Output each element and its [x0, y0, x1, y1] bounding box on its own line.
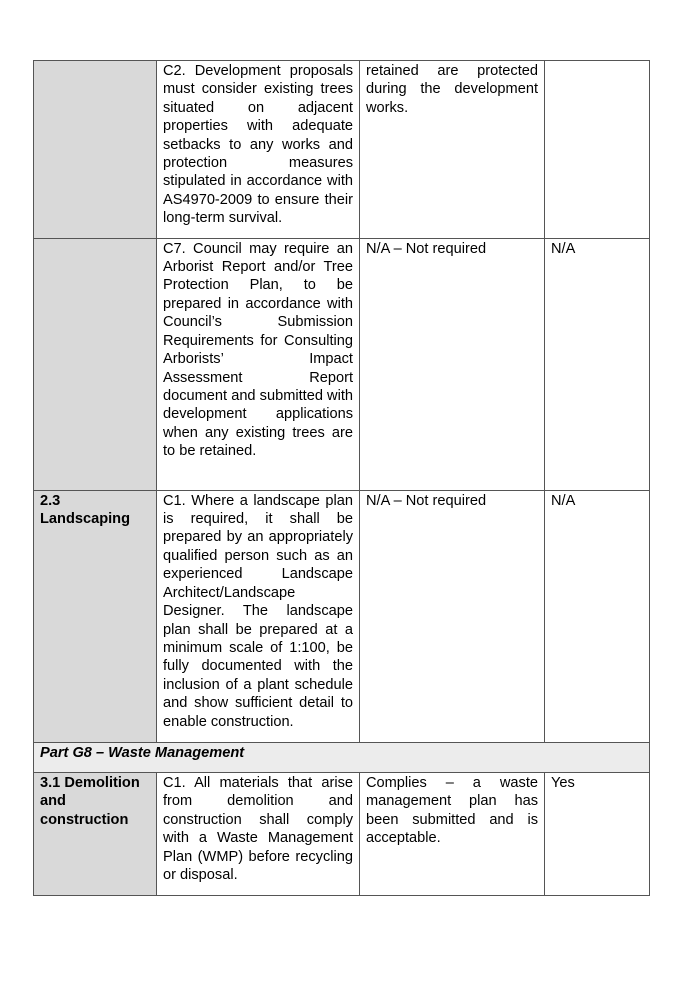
part-heading: Part G8 – Waste Management — [34, 742, 650, 772]
table-row — [34, 773, 650, 895]
comment-cell: retained are protected during the development works. — [360, 61, 545, 239]
section-cell: 2.3 Landscaping — [34, 490, 157, 742]
control-cell: C1. Where a landscape plan is required, it shall be prepared by an appropriately qualified person such as an experienced Landscape Architect/Landscape Designer. The landscape plan shall be prepared at a minimum scale of 1:100, be fully documented with the inclusion of a plant schedule and show sufficient detail to enable construction. — [157, 490, 360, 742]
control-cell: C2. Development proposals must consider existing trees situated on adjacent properties with adequate setbacks to any works and protection measures stipulated in accordance with AS4970-2009 to ensure their long-term survival. — [157, 61, 360, 239]
compliance-table — [33, 60, 650, 896]
complies-cell: N/A — [545, 490, 650, 742]
complies-cell — [545, 61, 650, 239]
table-row — [34, 238, 650, 490]
table-row — [34, 61, 650, 239]
part-heading-row — [34, 742, 650, 772]
section-cell — [34, 238, 157, 490]
section-cell — [34, 61, 157, 239]
complies-cell: N/A — [545, 238, 650, 490]
complies-cell: Yes — [545, 773, 650, 895]
comment-cell: Complies – a waste management plan has been submitted and is acceptable. — [360, 773, 545, 895]
table-row — [34, 490, 650, 742]
control-cell: C7. Council may require an Arborist Report and/or Tree Protection Plan, to be prepared in accordance with Council’s Submission Requirements for Consulting Arborists’ Impact Assessment Report document and submitted with development applications when any existing trees are to be retained. — [157, 238, 360, 490]
comment-cell: N/A – Not required — [360, 238, 545, 490]
section-cell: 3.1 Demolition and construction — [34, 773, 157, 895]
control-cell: C1. All materials that arise from demolition and construction shall comply with a Waste Management Plan (WMP) before recycling or disposal. — [157, 773, 360, 895]
comment-cell: N/A – Not required — [360, 490, 545, 742]
